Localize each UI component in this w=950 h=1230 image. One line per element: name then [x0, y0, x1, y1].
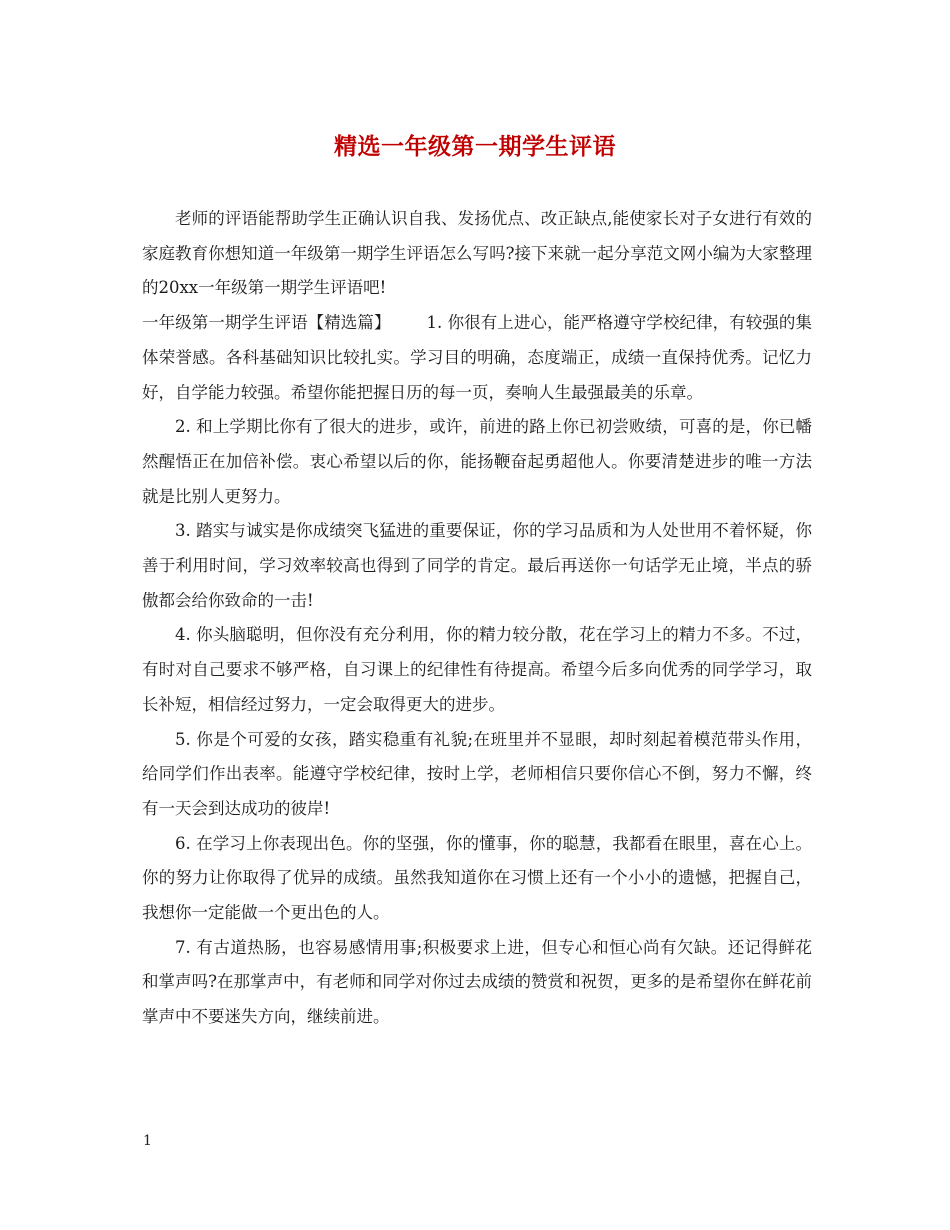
comment-item-3: 3. 踏实与诚实是你成绩突飞猛进的重要保证，你的学习品质和为人处世用不着怀疑，你善于利用时间，学习效率较高也得到了同学的肯定。最后再送你一句话学无止境，半点的骄傲都会给你致命的一击! [142, 521, 812, 610]
intro-paragraph: 老师的评语能帮助学生正确认识自我、发扬优点、改正缺点,能使家长对子女进行有效的家庭教育你想知道一年级第一期学生评语怎么写吗?接下来就一起分享范文网小编为大家整理的20xx一年级第一期学生评语吧! [142, 209, 812, 298]
section-heading: 一年级第一期学生评语【精选篇】 [142, 313, 391, 333]
document-title: 精选一年级第一期学生评语 [334, 133, 616, 160]
page-number: 1 [143, 1133, 152, 1149]
first-comment-paragraph [142, 306, 812, 410]
comment-item-5: 5. 你是个可爱的女孩，踏实稳重有礼貌;在班里并不显眼，却时刻起着模范带头作用，给同学们作出表率。能遵守学校纪律，按时上学，老师相信只要你信心不倒，努力不懈，终有一天会到达成功的彼岸! [142, 729, 812, 818]
comment-item-4: 4. 你头脑聪明，但你没有充分利用，你的精力较分散，花在学习上的精力不多。不过，有时对自己要求不够严格，自习课上的纪律性有待提高。希望今后多向优秀的同学学习，取长补短，相信经过努力，一定会取得更大的进步。 [142, 625, 812, 714]
comment-item-7: 7. 有古道热肠，也容易感情用事;积极要求上进，但专心和恒心尚有欠缺。还记得鲜花和掌声吗?在那掌声中，有老师和同学对你过去成绩的赞赏和祝贺，更多的是希望你在鲜花前掌声中不要迷失方向，继续前进。 [142, 937, 812, 1027]
comment-item-6: 6. 在学习上你表现出色。你的坚强，你的懂事，你的聪慧，我都看在眼里，喜在心上。你的努力让你取得了优异的成绩。虽然我知道你在习惯上还有一个小小的遗憾，把握自己，我想你一定能做一个更出色的人。 [142, 833, 812, 923]
document-body [142, 202, 812, 1035]
comment-item-2: 2. 和上学期比你有了很大的进步，或许，前进的路上你已初尝败绩，可喜的是，你已幡然醒悟正在加倍补偿。衷心希望以后的你，能扬鞭奋起勇超他人。你要清楚进步的唯一方法就是比别人更努力。 [142, 417, 812, 506]
comment-item-1: 1. 你很有上进心，能严格遵守学校纪律，有较强的集体荣誉感。各科基础知识比较扎实。学习目的明确，态度端正，成绩一直保持优秀。记忆力好，自学能力较强。希望你能把握日历的每一页，奏响人生最强最美的乐章。 [142, 313, 812, 402]
